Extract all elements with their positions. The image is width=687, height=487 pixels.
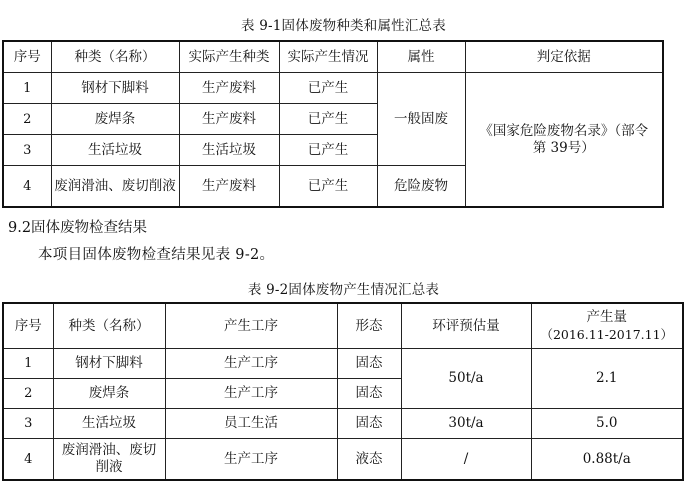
row-estimate: 30t/a	[401, 409, 531, 439]
header-no: 序号	[3, 303, 53, 349]
row-no: 4	[3, 439, 53, 481]
solid-waste-output-table	[2, 302, 684, 481]
row-estimate: 50t/a	[401, 349, 531, 409]
header-actual-status: 实际产生情况	[279, 41, 377, 73]
header-name: 种类（名称）	[53, 303, 165, 349]
table-row	[3, 439, 683, 481]
solid-waste-type-table	[2, 40, 664, 208]
header-output-label: 产生量	[586, 309, 627, 325]
table-row	[3, 409, 683, 439]
header-attribute: 属性	[377, 41, 465, 73]
row-state: 固态	[337, 349, 401, 379]
table-row	[3, 73, 663, 104]
table1-caption: 表 9-1固体废物种类和属性汇总表	[241, 18, 446, 34]
header-process: 产生工序	[165, 303, 337, 349]
table2-caption: 表 9-2固体废物产生情况汇总表	[247, 282, 440, 298]
row-kind: 生产废料	[179, 104, 279, 135]
row-no: 2	[3, 104, 51, 135]
row-status: 已产生	[279, 104, 377, 135]
row-no: 4	[3, 166, 51, 208]
row-no: 1	[3, 73, 51, 104]
row-no: 3	[3, 409, 53, 439]
row-name: 生活垃圾	[53, 409, 165, 439]
row-output: 0.88t/a	[531, 439, 683, 481]
row-kind: 生产废料	[179, 73, 279, 104]
section-heading: 9.2固体废物检查结果	[8, 220, 148, 236]
row-name: 废焊条	[53, 379, 165, 409]
header-output	[531, 303, 683, 349]
row-process: 生产工序	[165, 439, 337, 481]
row-state: 固态	[337, 379, 401, 409]
row-no: 3	[3, 135, 51, 166]
table-row	[3, 349, 683, 379]
row-output: 5.0	[531, 409, 683, 439]
header-output-period: （2016.11-2017.11）	[540, 327, 674, 342]
header-basis: 判定依据	[465, 41, 663, 73]
row-name: 废润滑油、废切削液	[53, 439, 165, 481]
row-status: 已产生	[279, 135, 377, 166]
row-state: 固态	[337, 409, 401, 439]
row-kind: 生活垃圾	[179, 135, 279, 166]
row-status: 已产生	[279, 166, 377, 208]
row-no: 2	[3, 379, 53, 409]
row-process: 生产工序	[165, 349, 337, 379]
section-paragraph: 本项目固体废物检查结果见表 9-2。	[38, 247, 275, 263]
row-name: 生活垃圾	[51, 135, 179, 166]
basis-cell: 《国家危险废物名录》（部令第 39号）	[465, 73, 663, 208]
header-name: 种类（名称）	[51, 41, 179, 73]
row-name: 废润滑油、废切削液	[51, 166, 179, 208]
attribute-general: 一般固废	[377, 73, 465, 166]
row-name: 钢材下脚料	[51, 73, 179, 104]
row-process: 生产工序	[165, 379, 337, 409]
row-kind: 生产废料	[179, 166, 279, 208]
row-status: 已产生	[279, 73, 377, 104]
header-estimate: 环评预估量	[401, 303, 531, 349]
row-no: 1	[3, 349, 53, 379]
header-actual-kind: 实际产生种类	[179, 41, 279, 73]
row-state: 液态	[337, 439, 401, 481]
row-estimate: /	[401, 439, 531, 481]
row-name: 钢材下脚料	[53, 349, 165, 379]
row-process: 员工生活	[165, 409, 337, 439]
table-header-row	[3, 41, 663, 73]
row-name: 废焊条	[51, 104, 179, 135]
header-state: 形态	[337, 303, 401, 349]
attribute-hazardous: 危险废物	[377, 166, 465, 208]
table-header-row	[3, 303, 683, 349]
header-no: 序号	[3, 41, 51, 73]
row-output: 2.1	[531, 349, 683, 409]
